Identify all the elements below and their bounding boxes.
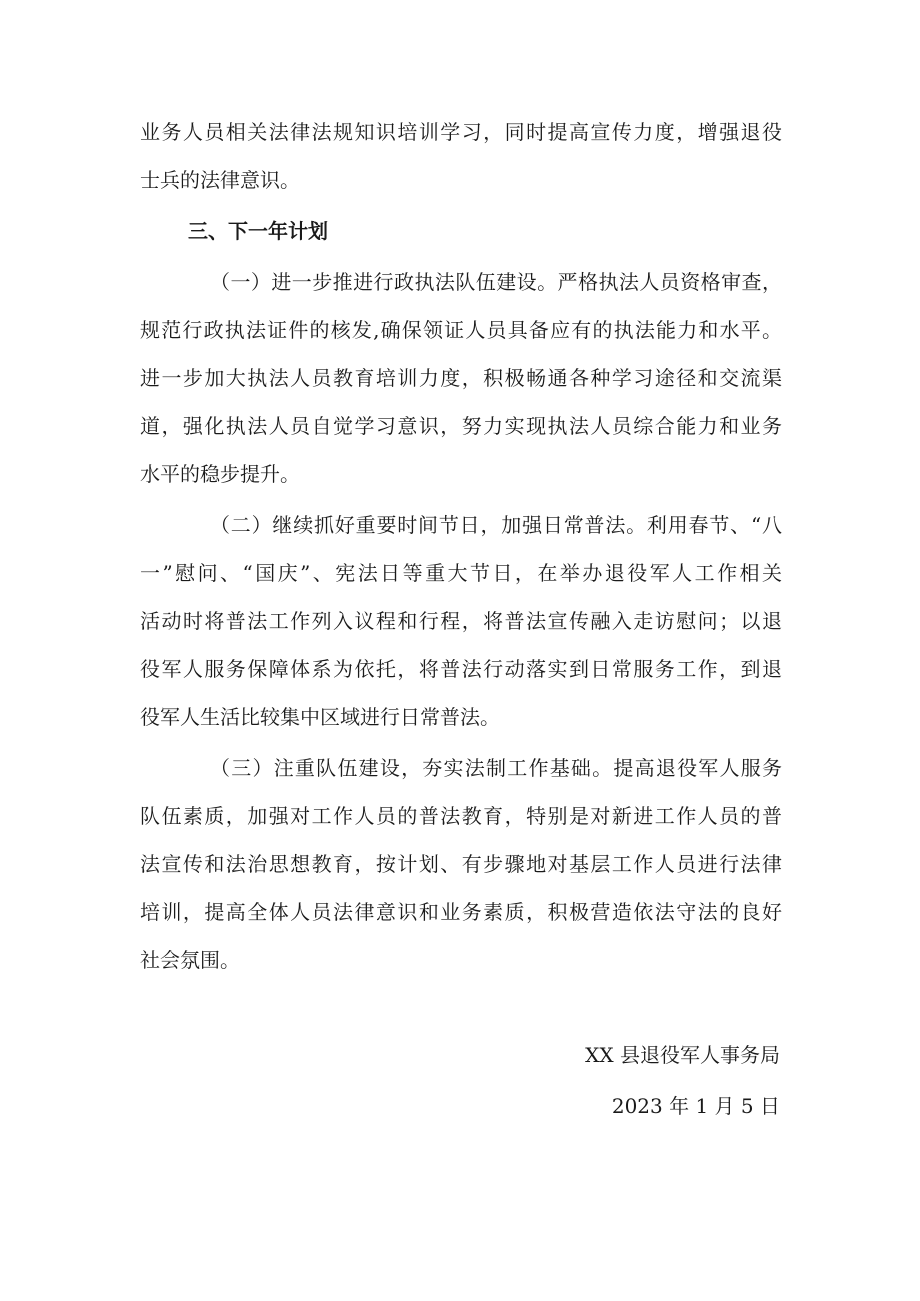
- paragraph-line: 水平的稳步提升。: [140, 462, 300, 486]
- paragraph-line: 活动时将普法工作列入议程和行程，将普法宣传融入走访慰问；以退: [140, 609, 782, 633]
- paragraph-line: 一”慰问、“国庆”、宪法日等重大节日，在举办退役军人工作相关: [140, 561, 782, 585]
- paragraph-line: 培训，提高全体人员法律意识和业务素质，积极营造依法守法的良好: [140, 900, 782, 924]
- signature-date: 2023 年 1 月 5 日: [611, 1094, 780, 1118]
- paragraph-line: 法宣传和法治思想教育，按计划、有步骤地对基层工作人员进行法律: [140, 852, 782, 876]
- paragraph-line: 队伍素质，加强对工作人员的普法教育，特别是对新进工作人员的普: [140, 804, 782, 828]
- paragraph-line: 社会氛围。: [140, 948, 240, 972]
- signature-organization: XX 县退役军人事务局: [585, 1043, 780, 1067]
- paragraph-line: （二）继续抓好重要时间节日，加强日常普法。利用春节、“八: [210, 513, 782, 537]
- document-body: [140, 108, 782, 984]
- plan-item-2: [140, 501, 782, 741]
- paragraph-line: 业务人员相关法律法规知识培训学习，同时提高宣传力度，增强退役: [140, 120, 782, 144]
- intro-paragraph: [140, 108, 782, 204]
- paragraph-line: 道，强化执法人员自觉学习意识，努力实现执法人员综合能力和业务: [140, 414, 782, 438]
- paragraph-line: （一）进一步推进行政执法队伍建设。严格执法人员资格审查，: [210, 270, 782, 294]
- section-heading: 三、下一年计划: [188, 219, 328, 243]
- paragraph-line: 役军人生活比较集中区域进行日常普法。: [140, 705, 500, 729]
- paragraph-line: （三）注重队伍建设，夯实法制工作基础。提高退役军人服务: [210, 756, 782, 780]
- paragraph-line: 规范行政执法证件的核发,确保领证人员具备应有的执法能力和水平。: [140, 318, 782, 342]
- paragraph-line: 役军人服务保障体系为依托，将普法行动落实到日常服务工作，到退: [140, 657, 782, 681]
- plan-item-1: [140, 258, 782, 498]
- paragraph-line: 士兵的法律意识。: [140, 168, 300, 192]
- plan-item-3: [140, 744, 782, 984]
- paragraph-line: 进一步加大执法人员教育培训力度，积极畅通各种学习途径和交流渠: [140, 366, 782, 390]
